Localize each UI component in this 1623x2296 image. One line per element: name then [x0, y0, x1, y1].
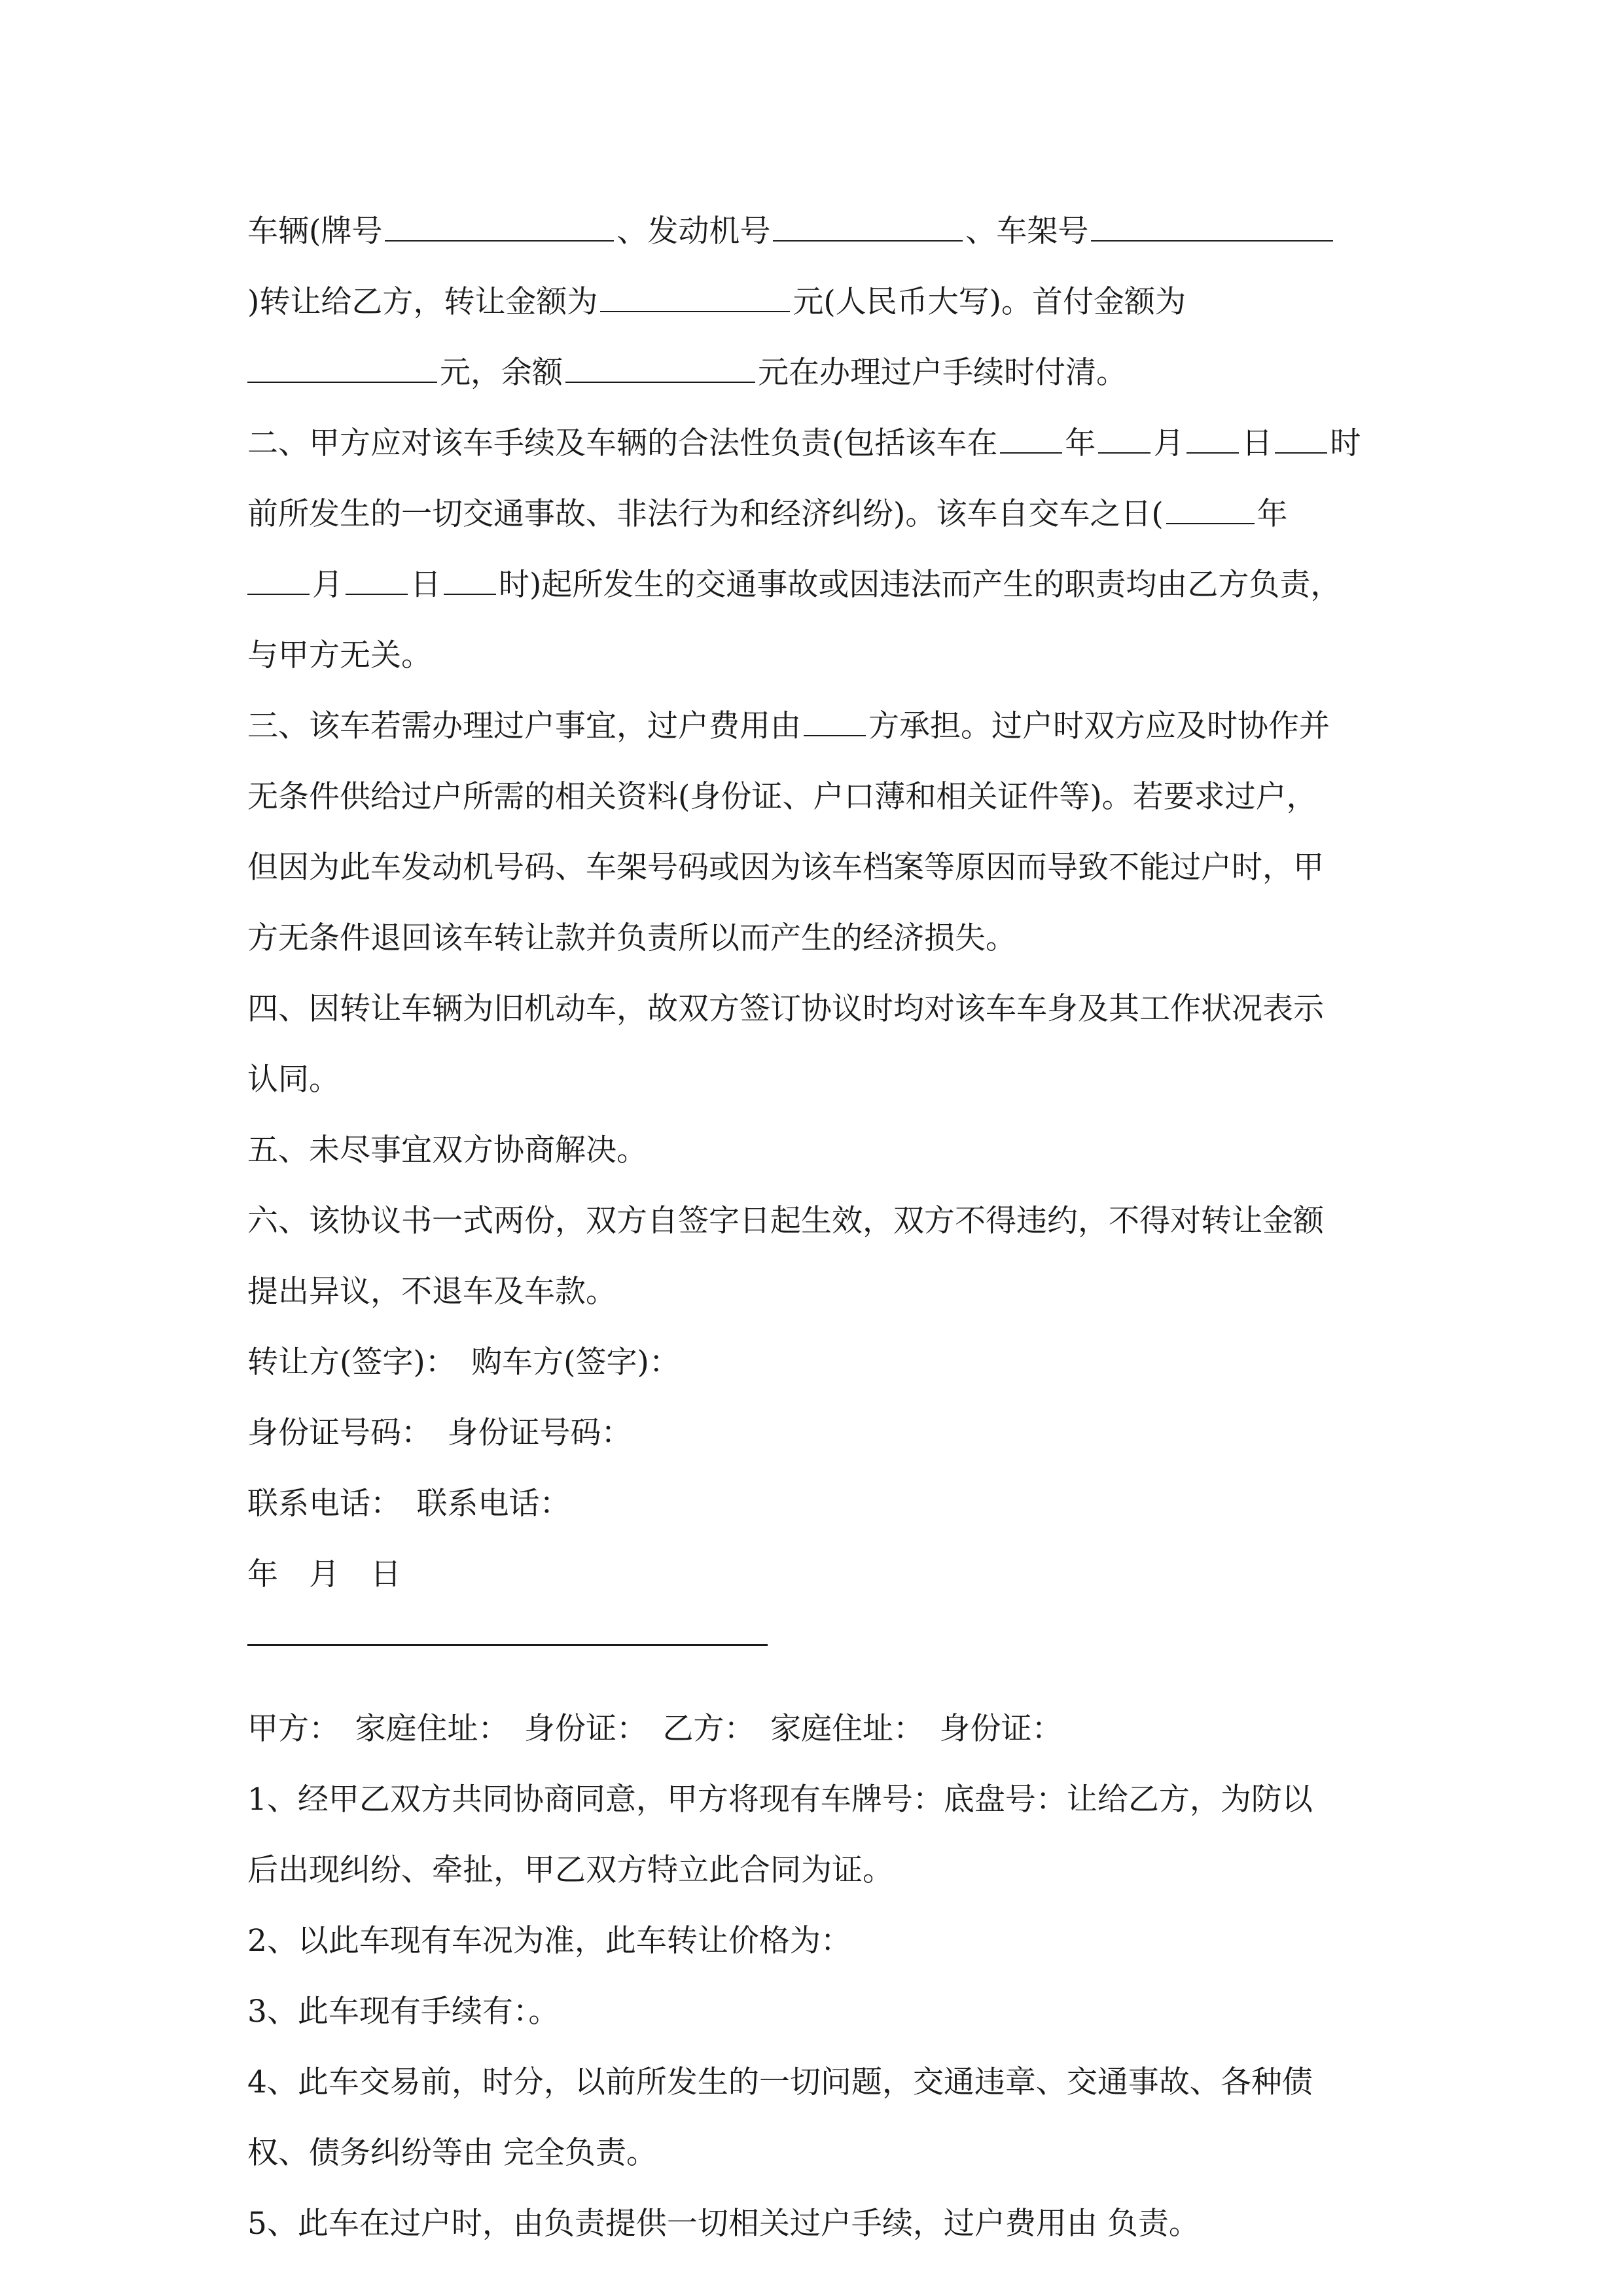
blank-balance	[565, 353, 755, 383]
text-segment: 车辆(牌号	[247, 213, 383, 249]
blank-transfer-amount	[600, 282, 790, 312]
text-segment: 时	[1330, 425, 1361, 461]
text-line: 5、此车在过户时，由负责提供一切相关过户手续，过户费用由 负责。	[247, 2206, 1200, 2242]
text-line	[247, 479, 1386, 550]
text-line: 四、因转让车辆为旧机动车，故双方签订协议时均对该车车身及其工作状况表示	[247, 991, 1324, 1027]
text-line	[247, 196, 1386, 267]
text-line: 五、未尽事宜双方协商解决。	[247, 1132, 647, 1168]
date-line: 年 月 日	[247, 1556, 401, 1592]
separator-rule	[247, 1644, 768, 1646]
text-line: 认同。	[247, 1062, 340, 1098]
text-line	[247, 691, 1386, 762]
separator	[247, 1610, 1386, 1681]
blank-handover-day	[346, 565, 408, 595]
text-segment: 年	[1257, 496, 1288, 532]
text-segment: 方承担。过户时双方应及时协作并	[868, 708, 1330, 744]
text-line: 六、该协议书一式两份，双方自签字日起生效，双方不得违约，不得对转让金额	[247, 1203, 1324, 1239]
text-line: 提出异议，不退车及车款。	[247, 1274, 616, 1310]
text-segment: )转让给乙方，转让金额为	[247, 284, 598, 320]
text-line: 2、以此车现有车况为准，此车转让价格为：	[247, 1923, 851, 1959]
text-segment: 前所发生的一切交通事故、非法行为和经济纠纷)。该车自交车之日(	[247, 496, 1164, 532]
text-line	[247, 267, 1386, 338]
text-segment: 日	[410, 567, 441, 603]
blank-year	[1000, 423, 1062, 454]
blank-month	[1098, 423, 1150, 454]
text-segment: 元在办理过户手续时付清。	[758, 355, 1127, 391]
signature-line: 转让方(签字)： 购车方(签字)：	[247, 1344, 680, 1380]
blank-fee-party	[804, 706, 866, 736]
blank-day	[1186, 423, 1239, 454]
text-segment: 二、甲方应对该车手续及车辆的合法性负责(包括该车在	[247, 425, 998, 461]
text-line: 后出现纠纷、牵扯，甲乙双方特立此合同为证。	[247, 1852, 893, 1888]
text-segment: 年	[1065, 425, 1096, 461]
text-line: 4、此车交易前，时分，以前所发生的一切问题，交通违章、交通事故、各种债	[247, 2064, 1313, 2100]
blank-engine-number	[773, 211, 963, 242]
text-segment: 月	[312, 567, 343, 603]
document-page	[247, 196, 1386, 2259]
blank-handover-hour	[444, 565, 496, 595]
text-segment: 元，余额	[440, 355, 563, 391]
text-segment: 、发动机号	[616, 213, 771, 249]
blank-handover-year	[1166, 494, 1255, 524]
id-number-line: 身份证号码： 身份证号码：	[247, 1415, 632, 1451]
text-segment: 、车架号	[965, 213, 1089, 249]
phone-line: 联系电话： 联系电话：	[247, 1486, 571, 1522]
text-line: 无条件供给过户所需的相关资料(身份证、户口薄和相关证件等)。若要求过户，	[247, 779, 1317, 815]
text-segment: 三、该车若需办理过户事宜，过户费用由	[247, 708, 801, 744]
text-line	[247, 338, 1386, 408]
text-line: 与甲方无关。	[247, 637, 432, 673]
blank-frame-number	[1091, 211, 1333, 242]
text-line	[247, 408, 1386, 479]
text-line: 但因为此车发动机号码、车架号码或因为该车档案等原因而导致不能过户时，甲	[247, 850, 1324, 886]
blank-down-payment	[247, 353, 437, 383]
text-segment: 月	[1153, 425, 1185, 461]
text-line	[247, 550, 1386, 620]
text-line: 权、债务纠纷等由 完全负责。	[247, 2135, 657, 2171]
parties-line: 甲方： 家庭住址： 身份证： 乙方： 家庭住址： 身份证：	[247, 1711, 1063, 1747]
text-line: 方无条件退回该车转让款并负责所以而产生的经济损失。	[247, 920, 1016, 956]
text-line: 1、经甲乙双方共同协商同意，甲方将现有车牌号：底盘号：让给乙方，为防以	[247, 1782, 1313, 1818]
text-line: 3、此车现有手续有：。	[247, 1994, 560, 2030]
text-segment: 日	[1241, 425, 1273, 461]
blank-plate-number	[385, 211, 614, 242]
blank-hour	[1275, 423, 1327, 454]
text-segment: 元(人民币大写)。首付金额为	[793, 284, 1186, 320]
text-segment: 时)起所发生的交通事故或因违法而产生的职责均由乙方负责，	[499, 567, 1342, 603]
blank-handover-month	[247, 565, 310, 595]
